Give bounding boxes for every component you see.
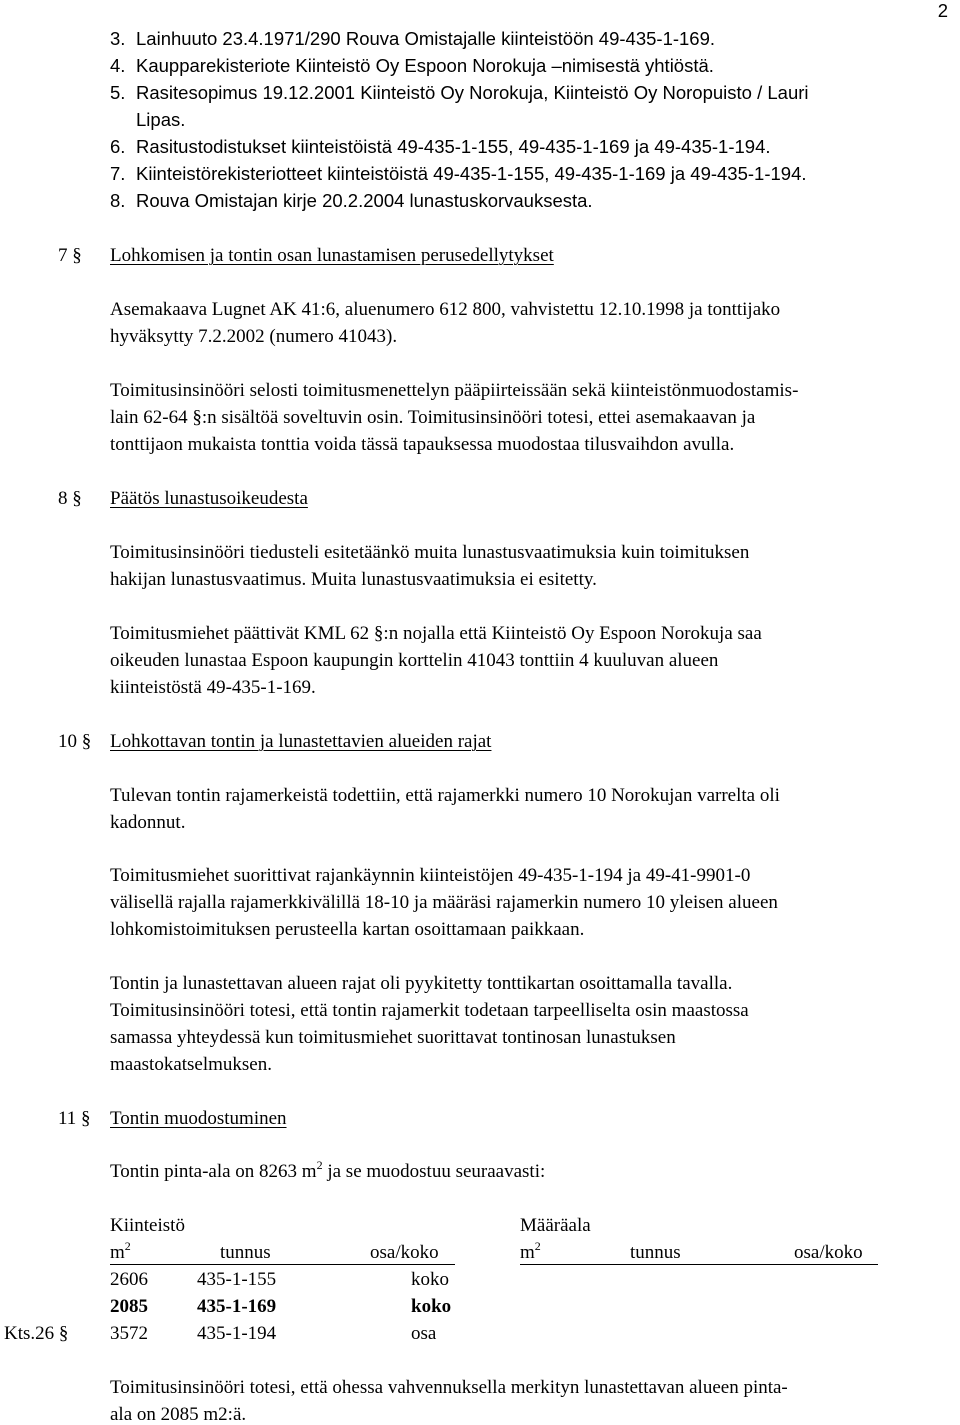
header-underline <box>520 1264 878 1265</box>
cell-tunnus: 435-1-155 <box>197 1269 277 1290</box>
cell-osakoko: koko <box>411 1269 449 1290</box>
cross-reference: Kts.26 § <box>4 1323 69 1344</box>
list-item: 4. Kaupparekisteriote Kiinteistö Oy Espoon Norokuja –nimisestä yhtiöstä. <box>110 55 714 76</box>
paragraph-line: lain 62-64 §:n sisältöä soveltuvin osin. Toimitusinsinööri totesi, ettei asemakaavan ja <box>110 407 756 428</box>
cell-m2: 2085 <box>110 1296 148 1317</box>
col-tunnus: tunnus <box>220 1242 271 1263</box>
area-statement: Tontin pinta-ala on 8263 $m^2$ ja se muodostuu seuraavasti: <box>110 1158 546 1182</box>
section-number: 11 § <box>58 1108 91 1129</box>
paragraph-line: Asemakaava Lugnet AK 41:6, aluenumero 612 800, vahvistettu 12.10.1998 ja tonttijako <box>110 299 781 320</box>
col-osakoko: osa/koko <box>370 1242 439 1263</box>
cell-osakoko: koko <box>411 1296 452 1317</box>
section-number: 10 § <box>58 731 92 752</box>
table-heading-kiinteisto: Kiinteistö <box>110 1215 185 1236</box>
paragraph-line: ala on 2085 m2:ä. <box>110 1404 247 1425</box>
section-title: Lohkottavan tontin ja lunastettavien alueiden rajat <box>110 731 492 752</box>
paragraph-line: tonttijaon mukaista tonttia voida tässä tapauksessa muodostaa tilusvaihdon avulla. <box>110 434 735 455</box>
paragraph-line: Tulevan tontin rajamerkeistä todettiin, että rajamerkki numero 10 Norokujan varrelta oli <box>110 785 780 806</box>
paragraph-line: välisellä rajalla rajamerkkivälillä 18-10 ja määräsi rajamerkin numero 10 yleisen alueen <box>110 892 778 913</box>
list-item: 8. Rouva Omistajan kirje 20.2.2004 lunastuskorvauksesta. <box>110 190 593 211</box>
list-item: 5. Rasitesopimus 19.12.2001 Kiinteistö Oy Norokuja, Kiinteistö Oy Noropuisto / Lauri <box>110 82 809 103</box>
paragraph-line: hyväksytty 7.2.2002 (numero 41043). <box>110 326 398 347</box>
section-title: Tontin muodostuminen <box>110 1108 287 1129</box>
paragraph-line: Toimitusmiehet päättivät KML 62 §:n nojalla että Kiinteistö Oy Espoon Norokuja saa <box>110 623 762 644</box>
cell-tunnus: 435-1-194 <box>197 1323 277 1344</box>
section-number: 8 § <box>58 488 82 509</box>
section-title: Päätös lunastusoikeudesta <box>110 488 308 509</box>
list-item: Lipas. <box>136 109 186 130</box>
cell-tunnus: 435-1-169 <box>197 1296 277 1317</box>
paragraph-line: Toimitusinsinööri tiedusteli esitetäänkö muita lunastusvaatimuksia kuin toimituksen <box>110 542 750 563</box>
col-tunnus: tunnus <box>630 1242 681 1263</box>
paragraph-line: Toimitusinsinööri totesi, että tontin rajamerkit todetaan tarpeelliselta osin maastossa <box>110 1000 749 1021</box>
paragraph-line: maastokatselmuksen. <box>110 1054 272 1075</box>
cell-osakoko: osa <box>411 1323 437 1344</box>
paragraph-line: Toimitusinsinööri selosti toimitusmenettelyn pääpiirteissään sekä kiinteistönmuodostamis- <box>110 380 799 401</box>
list-item: 6. Rasitustodistukset kiinteistöistä 49-435-1-155, 49-435-1-169 ja 49-435-1-194. <box>110 136 771 157</box>
list-item: 3. Lainhuuto 23.4.1971/290 Rouva Omistajalle kiinteistöön 49-435-1-169. <box>110 28 716 49</box>
paragraph-line: Tontin ja lunastettavan alueen rajat oli pyykitetty tonttikartan osoittamalla tavalla. <box>110 973 733 994</box>
section-title: Lohkomisen ja tontin osan lunastamisen perusedellytykset <box>110 245 554 266</box>
col-m2: $m^2$ <box>110 1239 131 1263</box>
paragraph-line: Toimitusmiehet suorittivat rajankäynnin kiinteistöjen 49-435-1-194 ja 49-41-9901-0 <box>110 865 751 886</box>
col-m2: $m^2$ <box>520 1239 541 1263</box>
header-underline <box>110 1264 455 1265</box>
paragraph-line: kadonnut. <box>110 812 186 833</box>
cell-m2: 2606 <box>110 1269 148 1290</box>
col-osakoko: osa/koko <box>794 1242 863 1263</box>
paragraph-line: kiinteistöstä 49-435-1-169. <box>110 677 316 698</box>
list-item: 7. Kiinteistörekisteriotteet kiinteistöistä 49-435-1-155, 49-435-1-169 ja 49-435-1-194. <box>110 163 807 184</box>
table-heading-maaraala: Määräala <box>520 1215 591 1236</box>
cell-m2: 3572 <box>110 1323 148 1344</box>
paragraph-line: oikeuden lunastaa Espoon kaupungin korttelin 41043 tonttiin 4 kuuluvan alueen <box>110 650 719 671</box>
paragraph-line: Toimitusinsinööri totesi, että ohessa vahvennuksella merkityn lunastettavan alueen pinta- <box>110 1377 788 1398</box>
paragraph-line: lohkomistoimituksen perusteella kartan osoittamaan paikkaan. <box>110 919 585 940</box>
paragraph-line: samassa yhteydessä kun toimitusmiehet suorittavat tontinosan lunastuksen <box>110 1027 676 1048</box>
page-number: 2 <box>937 0 948 21</box>
section-number: 7 § <box>58 245 82 266</box>
paragraph-line: hakijan lunastusvaatimus. Muita lunastusvaatimuksia ei esitetty. <box>110 569 597 590</box>
